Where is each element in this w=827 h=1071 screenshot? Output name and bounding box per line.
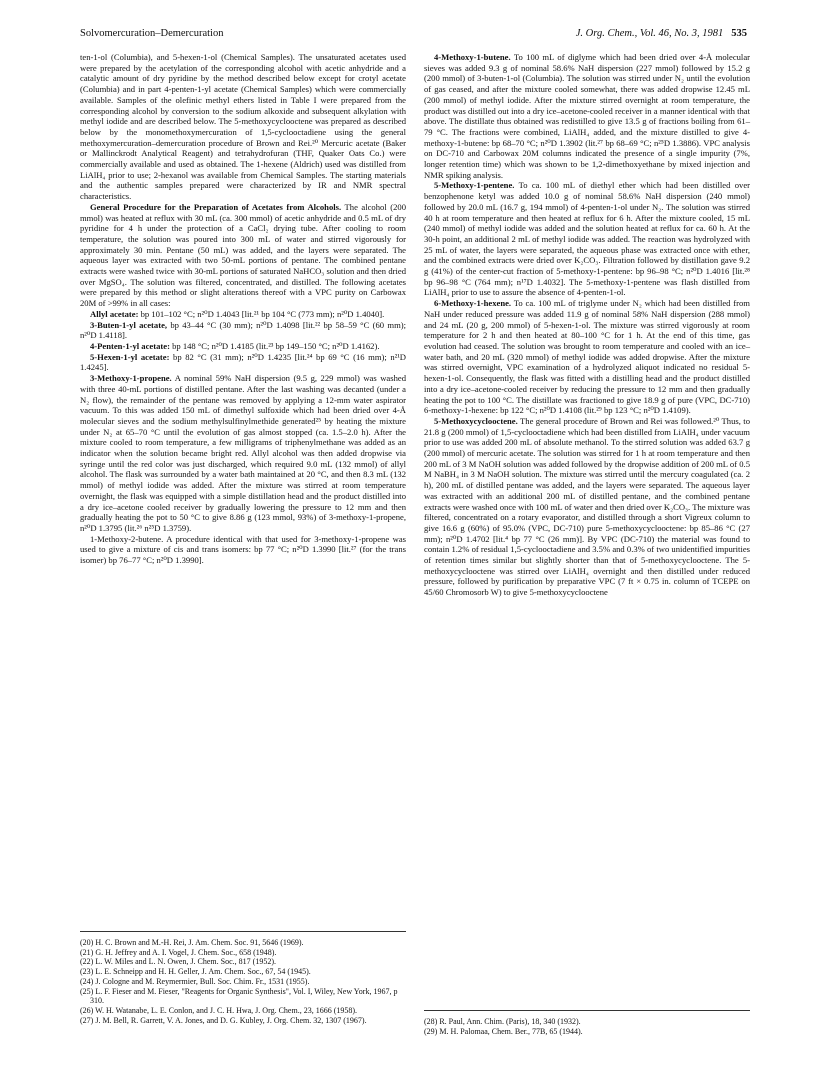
- running-header: [80, 28, 747, 42]
- reference: (26) W. H. Watanabe, L. E. Conlon, and J. C. H. Hwa, J. Org. Chem., 23, 1666 (1958).: [80, 1005, 358, 1015]
- paragraph: [424, 180, 750, 298]
- paragraph-text: The alcohol (200 mmol) was heated at reflux with 30 mL (ca. 300 mmol) of acetic anhydride and 0.5 mL of dry pyridine for 4 h under the protection of a CaCl₂ drying tube. After cooling to room temperature, the solution was poured into 300 mL of water and stirred vigorously for approximately 30 min. Pentane (50 mL) was added, and the layers were separated. The aqueous layer was extracted with two 50-mL portions of pentane. The combined pentane extracts were washed twice with 30-mL portions of saturated NaHCO₃ solution and then dried over MgSO₄. The solution was filtered, concentrated, and distilled. The following acetates were prepared by this method or slight alterations thereof with a VPC purity on Carbowax 20M of >99% in all cases:: [80, 201, 407, 309]
- paragraph-text: bp 43–44 °C (30 mm); n²⁰D 1.4098 [lit.²² bp 58–59 °C (60 mm); n²⁰D 1.4118].: [80, 319, 407, 341]
- footnotes-left: [80, 931, 406, 1025]
- paragraph: [80, 320, 406, 341]
- footnote-rule: [424, 1010, 750, 1011]
- reference: (24) J. Cologne and M. Reymermier, Bull. Soc. Chim. Fr., 1531 (1955).: [80, 976, 310, 986]
- compound-heading: 6-Methoxy-1-hexene.: [434, 298, 512, 309]
- paragraph-text: To ca. 100 mL of diethyl ether which had been distilled over benzophenone ketyl was added 10.0 g of nominal 58.6% NaH dispersion (240 mmol) followed by 20.0 mL (16.7 g, 194 mmol) of 4-penten-1-ol under N₂. The solution was stirred 40 h at room temperature and then heated at reflux for 6 h. After the mixture cooled, 15 mL (240 mmol) of methyl iodide was added and the solution heated at reflux for ca. 60 h. At the 30-h point, an additional 2 mL of methyl iodide was added. The reaction was hydrolyzed with 25 mL of water, the layers were separated, the aqueous phase was extracted once with ether, and the combined extracts were dried over K₂CO₃. Filtration followed by distillation gave 9.2 g (41%) of the center-cut fraction of 5-methoxy-1-pentene: bp 96–98 °C; n²⁰D 1.4016 [lit.²⁸ bp 96–98 °C (764 mm); n¹⁷D 1.4032]. The 5-methoxy-1-pentene was flash distilled from LiAlH₄ prior to use to assure the absence of 4-penten-1-ol.: [424, 180, 750, 298]
- paragraph-text: To ca. 100 mL of triglyme under N₂ which had been distilled from NaH under reduced pressure was added 11.9 g of nominal 58% NaH dispersion (288 mmol) and 24 mL (20 g, 200 mmol) of 5-hexen-1-ol. The mixture was stirred vigorously at room temperature for 2 h and then heated at 80–100 °C for 1 h. At the end of this time, gas evolution had ceased. The solution was brought to room temperature and cooled with an ice–water bath, and 20 mL (320 mmol) of methyl iodide was added dropwise. After the mixture was stirred overnight, VPC examination of a hydrolyzed aliquot indicated no residual 5-hexen-1-ol. Consequently, the flask was fitted with a distilling head and the product distilled into a dry ice–acetone-cooled receiver by reducing the pressure to 12 mm and then gradually heating the pot to 100 °C. The distillate was fractioned to give 18.9 g of pure (VPC, DC-710) 6-methoxy-1-hexene: bp 122 °C; n²⁰D 1.4108 (lit.²⁹ bp 123 °C; n²⁰D 1.4109).: [424, 298, 750, 416]
- journal-citation: [576, 28, 747, 39]
- compound-heading: 3-Methoxy-1-propene.: [90, 373, 172, 384]
- paragraph-text: bp 101–102 °C; n²⁰D 1.4043 [lit.²¹ bp 104 °C (773 mm); n²⁰D 1.4040].: [138, 308, 385, 319]
- reference: (21) G. H. Jeffrey and A. I. Vogel, J. Chem. Soc., 658 (1948).: [80, 947, 277, 957]
- footnotes-right: [424, 1010, 750, 1036]
- reference: (29) M. H. Palomaa, Chem. Ber., 77B, 65 (1944).: [424, 1026, 583, 1036]
- paragraph-text: 1-Methoxy-2-butene. A procedure identical with that used for 3-methoxy-1-propene was used to give a mixture of cis and trans isomers: bp 77 °C; n²⁰D 1.3990 [lit.²⁷ (for the trans isomer) bp 76–77 °C; n²⁰D 1.3990].: [80, 533, 406, 566]
- paragraph: ten-1-ol (Columbia), and 5-hexen-1-ol (Chemical Samples). The unsaturated acetates used were prepared by the acetylation of the corresponding alcohol with acetic anhydride and a catalytic amount of dry pyridine by the method described below except for crotyl acetate (Columbia) and in part 4-penten-1-yl acetate (Chemical Samples) which were commercially available. Samples of the olefinic methyl ethers listed in Table I were prepared from the corresponding alcohol by conversion to the sodium alkoxide and subsequent alkylation with methyl iodide and are described below. The 5-methoxycyclooctene was prepared as described below by the monomethoxymercuration of 1,5-cyclooctadiene using the general methoxymercuration–demercuration procedure of Brown and Rei.²⁰ Mercuric acetate (Baker or Mallinckrodt Analytical Reagent) and tetrahydrofuran (THF, Quaker Oats Co.) were commercially available and used as obtained. The 1-hexene (Aldrich) used was distilled from LiAlH₄ prior to use; 2-hexanol was available from Chemical Samples. The starting materials and the authentic samples prepared were characterized by IR and NMR spectral characteristics.: [80, 52, 406, 202]
- paragraph: [80, 352, 406, 373]
- paragraph-text: To 100 mL of diglyme which had been dried over 4-Å molecular sieves was added 9.3 g of nominal 58.6% NaH dispersion (227 mmol) followed by 15.2 g (200 mmol) of 3-buten-1-ol (Columbia). The solution was stirred under N₂ until the evolution of gas ceased, and after the mixture cooled somewhat, there was added dropwise 12.45 mL (200 mmol) of methyl iodide. After the mixture stirred overnight at room temperature, the product was distilled out into a dry ice–acetone-cooled receiver in a manner identical with that above. The distillate thus obtained was redistilled to give 13.5 g of fractions boiling from 61–79 °C. The fractions were combined, LiAlH₄ added, and the mixture distilled to give 4-methoxy-1-butene: bp 68–70 °C; n²⁰D 1.3902 (lit.²⁷ bp 68–69 °C; n²⁵D 1.3886). VPC analysis on DC-710 and Carbowax 20M columns indicated the presence of a single impurity (7%, longer retention time) which was shown to be 1,2-dimethoxyethane by mixed injection and NMR spiking analysis.: [424, 52, 750, 180]
- paragraph: [80, 534, 406, 566]
- reference: (28) R. Paul, Ann. Chim. (Paris), 18, 340 (1932).: [424, 1017, 581, 1026]
- compound-heading: Allyl acetate:: [90, 308, 139, 319]
- paragraph: [80, 309, 406, 320]
- paragraph-text: A nominal 59% NaH dispersion (9.5 g, 229 mmol) was washed with three 40-mL portions of distilled pentane. After the last washing was decanted (under a N₂ flow), the remainder of the pentane was removed by applying a 12-mm water aspirator vacuum. To this was added 150 mL of dimethyl sulfoxide which had been dried over 4-Å molecular sieves and the sodium methylsulfinylmethide generated²⁵ by heating the mixture under N₂ at 65–70 °C until the evolution of gas almost stopped (ca. 1.5–2.0 h). After the mixture cooled to room temperature, a few milligrams of triphenylmethane was added as an indicator when the solution became bright red. Allyl alcohol was then added dropwise via syringe until the red color was just discharged, which required 9.0 mL (132 mmol) of allyl alcohol. The flask was surrounded by a water bath maintained at 20 °C, and then 8.3 mL (132 mmol) of methyl iodide was added. After the mixture was stirred at room temperature overnight, the flask was equipped with a simple distillation head and the product distilled into a dry ice–acetone cooled receiver by gradually lowering the pressure to 12 mm and then gradually heating the pot to 50 °C to give 8.86 g (123 mmol, 93%) of 3-methoxy-1-propene, n²⁰D 1.3795 (lit.²⁶ n²⁵D 1.3759).: [80, 373, 406, 533]
- paragraph-text: bp 82 °C (31 mm); n²⁰D 1.4235 [lit.²⁴ bp 69 °C (16 mm); n²¹D 1.4245].: [80, 351, 407, 373]
- paragraph: [80, 202, 406, 309]
- reference: (20) H. C. Brown and M.-H. Rei, J. Am. Chem. Soc. 91, 5646 (1969).: [80, 938, 304, 947]
- paragraph: [424, 298, 750, 416]
- reference: (22) L. W. Miles and L. N. Owen, J. Chem. Soc., 817 (1952).: [80, 957, 276, 967]
- compound-heading: 5-Methoxycyclooctene.: [434, 415, 518, 426]
- right-column: [424, 52, 750, 598]
- compound-heading: 4-Methoxy-1-butene.: [434, 52, 511, 62]
- running-title: Solvomercuration–Demercuration: [80, 28, 224, 39]
- reference: (27) J. M. Bell, R. Garrett, V. A. Jones, and D. G. Kubley, J. Org. Chem. 32, 1307 (1967).: [80, 1015, 367, 1025]
- paragraph-text: bp 148 °C; n²⁰D 1.4185 (lit.²³ bp 149–150 °C; n²⁰D 1.4162).: [169, 340, 380, 351]
- paragraph: [80, 373, 406, 534]
- reference: (25) L. F. Fieser and M. Fieser, "Reagents for Organic Synthesis", Vol. I, Wiley, New York, 1967, p 310.: [80, 986, 398, 1006]
- compound-heading: 3-Buten-1-yl acetate,: [90, 319, 168, 330]
- reference: (23) L. E. Schneipp and H. H. Geller, J. Am. Chem. Soc., 67, 54 (1945).: [80, 967, 311, 977]
- page-number: 535: [731, 28, 747, 39]
- paragraph: [80, 341, 406, 352]
- left-column: [80, 52, 406, 566]
- section-heading: General Procedure for the Preparation of Acetates from Alcohols.: [90, 201, 342, 212]
- paragraph-text: The general procedure of Brown and Rei was followed.²⁰ Thus, to 21.8 g (200 mmol) of 1,5-cyclooctadiene which had been distilled from LiAlH₄ under vacuum prior to use was added 200 mL of absolute methanol. To the stirred solution was added 63.7 g (200 mmol) of mercuric acetate. The solution was stirred for 1 h at room temperature and then 200 mL of 3 M NaOH solution was added followed by the dropwise addition of 200 mL of 0.5 M NaBH₄ in 3 M NaOH solution. The mixture was stirred until the mercury coagulated (ca. 2 h), 200 mL of distilled pentane was added, and the layers were separated. The aqueous layer was extracted with an additional 200 mL of distilled pentane, and the combined pentane extracts were washed once with 100 mL of water and then dried over K₂CO₃. The mixture was filtered, concentrated on a rotary evaporator, and distilled through a short Vigreux column to give 16.6 g (60%) of 95.0% (VPC, DC-710) pure 5-methoxycyclooctene: bp 85–86 °C (27 mm); n²⁰D 1.4702 [lit.⁴ bp 77 °C (26 mm)]. By VPC (DC-710) the material was found to contain 1.2% of residual 1,5-cyclooctadiene and 3.5% and 0.3% of two unidentified impurities of retention times similar but slightly shorter than that of 5-methoxycyclooctene. The 5-methoxycyclooctene was stirred over LiAlH₄ overnight and then distilled under reduced pressure, followed by purification by preparative VPC (7 ft × 0.75 in. column of TCEPE on 45/60 Chromosorb W) to give 5-methoxycyclooctene: [424, 415, 750, 598]
- footnote-rule: [80, 931, 406, 932]
- compound-heading: 4-Penten-1-yl acetate:: [90, 340, 170, 351]
- paragraph: [424, 416, 750, 598]
- paragraph: [424, 52, 750, 180]
- journal-name: J. Org. Chem., Vol. 46, No. 3, 1981: [575, 28, 724, 39]
- compound-heading: 5-Methoxy-1-pentene.: [434, 180, 515, 191]
- compound-heading: 5-Hexen-1-yl acetate:: [90, 351, 170, 362]
